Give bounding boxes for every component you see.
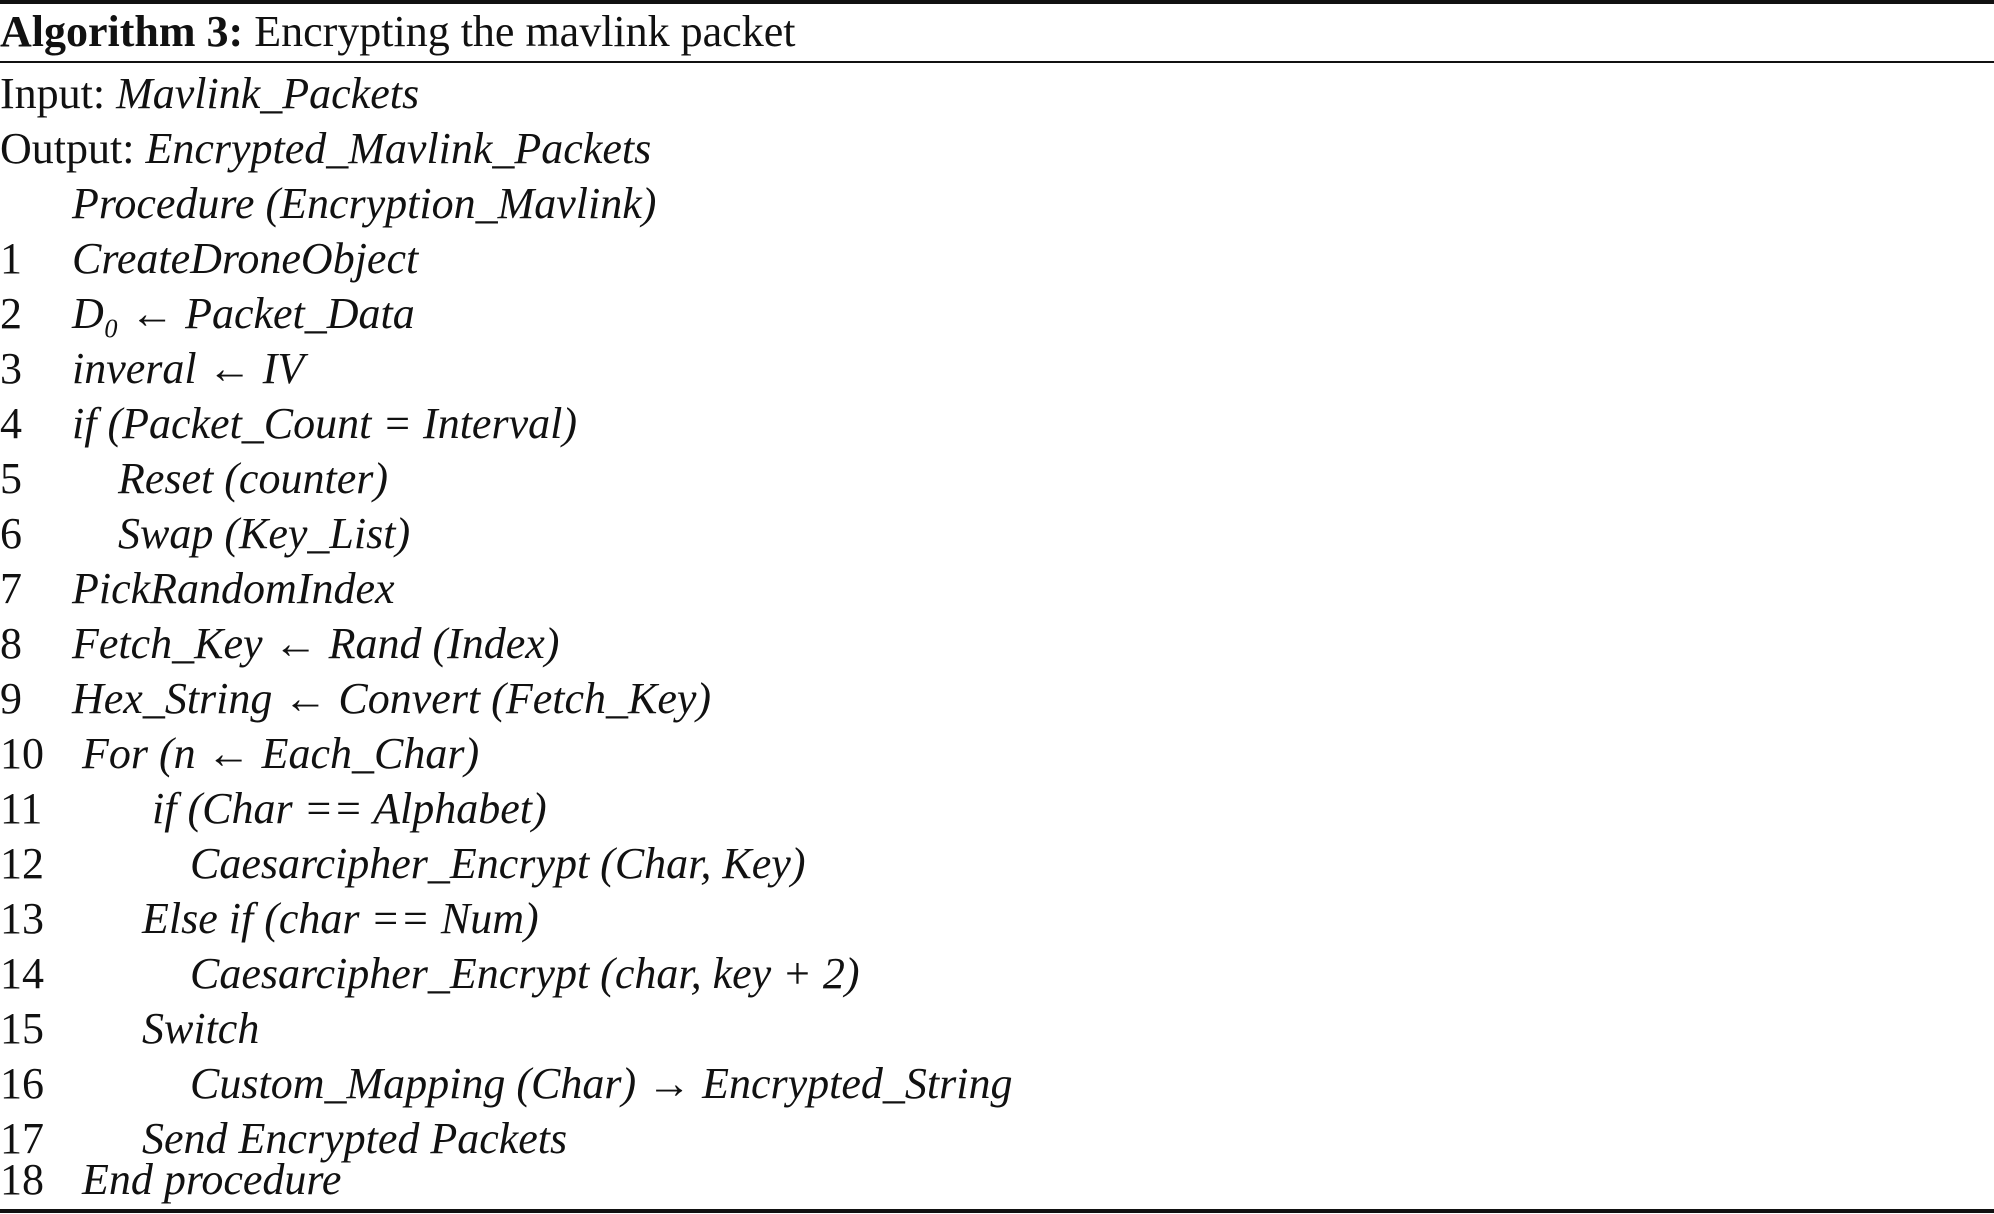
line-number: 9 <box>0 674 22 723</box>
line-code: End procedure <box>82 1155 342 1204</box>
line-code: Switch <box>142 1004 260 1053</box>
line-number: 4 <box>0 399 22 448</box>
line-number: 2 <box>0 289 22 338</box>
line-number: 10 <box>0 729 44 778</box>
line-number: 7 <box>0 564 22 613</box>
line-number: 5 <box>0 454 22 503</box>
line-number: 16 <box>0 1059 44 1108</box>
output-label: Output: <box>0 124 135 173</box>
output-line <box>0 121 651 176</box>
line-code: Else if (char == Num) <box>142 894 539 943</box>
line-code: Hex_String ← Convert (Fetch_Key) <box>72 674 712 723</box>
line-number: 3 <box>0 344 22 393</box>
line-number: 12 <box>0 839 44 888</box>
line-code: Fetch_Key ← Rand (Index) <box>72 619 560 668</box>
caption-rule <box>0 61 1994 63</box>
input-line <box>0 66 419 121</box>
line-code: inveral ← IV <box>72 344 305 393</box>
algorithm-label: Algorithm 3: <box>0 7 244 56</box>
algorithm-title: Encrypting the mavlink packet <box>254 7 796 56</box>
line-code: Send Encrypted Packets <box>142 1114 568 1163</box>
line-number: 14 <box>0 949 44 998</box>
line-number: 11 <box>0 784 43 833</box>
line-code: D₀ ← Packet_Data <box>72 289 415 338</box>
line-number: 13 <box>0 894 44 943</box>
line-number: 18 <box>0 1155 44 1204</box>
line-number: 15 <box>0 1004 44 1053</box>
line-code: Reset (counter) <box>118 454 388 503</box>
input-value: Mavlink_Packets <box>116 69 420 118</box>
input-label: Input: <box>0 69 106 118</box>
line-number: 1 <box>0 234 22 283</box>
line-code: PickRandomIndex <box>72 564 395 613</box>
procedure-header: Procedure (Encryption_Mavlink) <box>72 179 657 228</box>
output-value: Encrypted_Mavlink_Packets <box>145 124 652 173</box>
line-number: 8 <box>0 619 22 668</box>
bottom-rule <box>0 1209 1994 1213</box>
line-code: Caesarcipher_Encrypt (Char, Key) <box>190 839 806 888</box>
line-number: 17 <box>0 1114 44 1163</box>
line-code: Swap (Key_List) <box>118 509 411 558</box>
algorithm-caption <box>0 4 795 60</box>
line-code: Custom_Mapping (Char) → Encrypted_String <box>190 1059 1013 1108</box>
line-code: For (n ← Each_Char) <box>82 729 480 778</box>
line-code: if (Char == Alphabet) <box>152 784 547 833</box>
line-code: CreateDroneObject <box>72 234 419 283</box>
line-code: Caesarcipher_Encrypt (char, key + 2) <box>190 949 860 998</box>
line-number: 6 <box>0 509 22 558</box>
line-code: if (Packet_Count = Interval) <box>72 399 577 448</box>
